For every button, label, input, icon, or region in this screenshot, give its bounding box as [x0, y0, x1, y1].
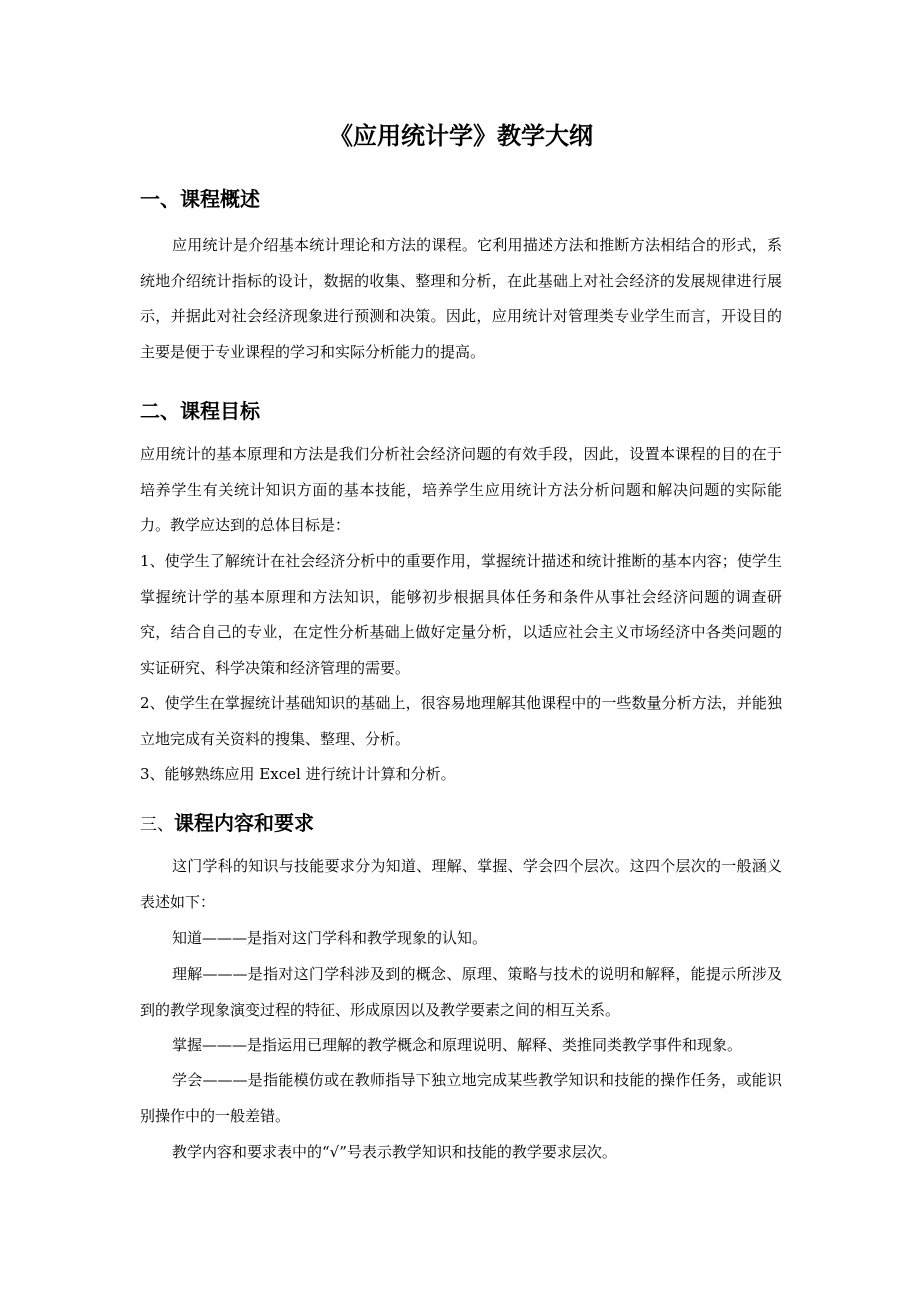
section-goals-item-1: 1、使学生了解统计在社会经济分析中的重要作用，掌握统计描述和统计推断的基本内容；使学生掌握统计学的基本原理和方法知识，能够初步根据具体任务和条件从事社会经济问题的调查研究，结合自己的专业，在定性分析基础上做好定量分析，以适应社会主义市场经济中各类问题的实证研究、科学决策和经济管理的需要。 [140, 552, 782, 677]
section-heading-text: 课程内容和要求 [174, 811, 314, 835]
section-overview-paragraph: 应用统计是介绍基本统计理论和方法的课程。它利用描述方法和推断方法相结合的形式，系统地介绍统计指标的设计，数据的收集、整理和分析，在此基础上对社会经济的发展规律进行展示，并据此对社会经济现象进行预测和决策。因此，应用统计对管理类专业学生而言，开设目的主要是便于专业课程的学习和实际分析能力的提高。 [140, 236, 782, 361]
section-heading-goals: 二、课程目标 [140, 399, 260, 423]
section-heading-overview: 一、课程概述 [140, 187, 260, 211]
level-understand: 理解———是指对这门学科涉及到的概念、原理、策略与技术的说明和解释，能提示所涉及到的教学现象演变过程的特征、形成原因以及教学要素之间的相互关系。 [140, 965, 782, 1019]
section-goals-intro: 应用统计的基本原理和方法是我们分析社会经济问题的有效手段，因此，设置本课程的目的在于培养学生有关统计知识方面的基本技能，培养学生应用统计方法分析问题和解决问题的实际能力。教学应达到的总体目标是： [140, 445, 782, 534]
section-goals-item-3: 3、能够熟练应用 Excel 进行统计计算和分析。 [140, 765, 456, 783]
document-title: 《应用统计学》教学大纲 [329, 122, 593, 150]
section-heading-number: 三、 [140, 815, 174, 835]
check-mark-note: 教学内容和要求表中的“√”号表示教学知识和技能的教学要求层次。 [172, 1143, 617, 1161]
level-learn: 学会———是指能模仿或在教师指导下独立地完成某些教学知识和技能的操作任务，或能识别操作中的一般差错。 [140, 1071, 782, 1125]
level-master: 掌握———是指运用已理解的教学概念和原理说明、解释、类推同类教学事件和现象。 [172, 1036, 743, 1054]
section-content-intro: 这门学科的知识与技能要求分为知道、理解、掌握、学会四个层次。这四个层次的一般涵义表述如下： [140, 857, 782, 911]
section-goals-item-2: 2、使学生在掌握统计基础知识的基础上，很容易地理解其他课程中的一些数量分析方法，并能独立地完成有关资料的搜集、整理、分析。 [140, 694, 782, 748]
section-heading-content [140, 808, 314, 840]
level-know: 知道———是指对这门学科和教学现象的认知。 [172, 929, 488, 947]
